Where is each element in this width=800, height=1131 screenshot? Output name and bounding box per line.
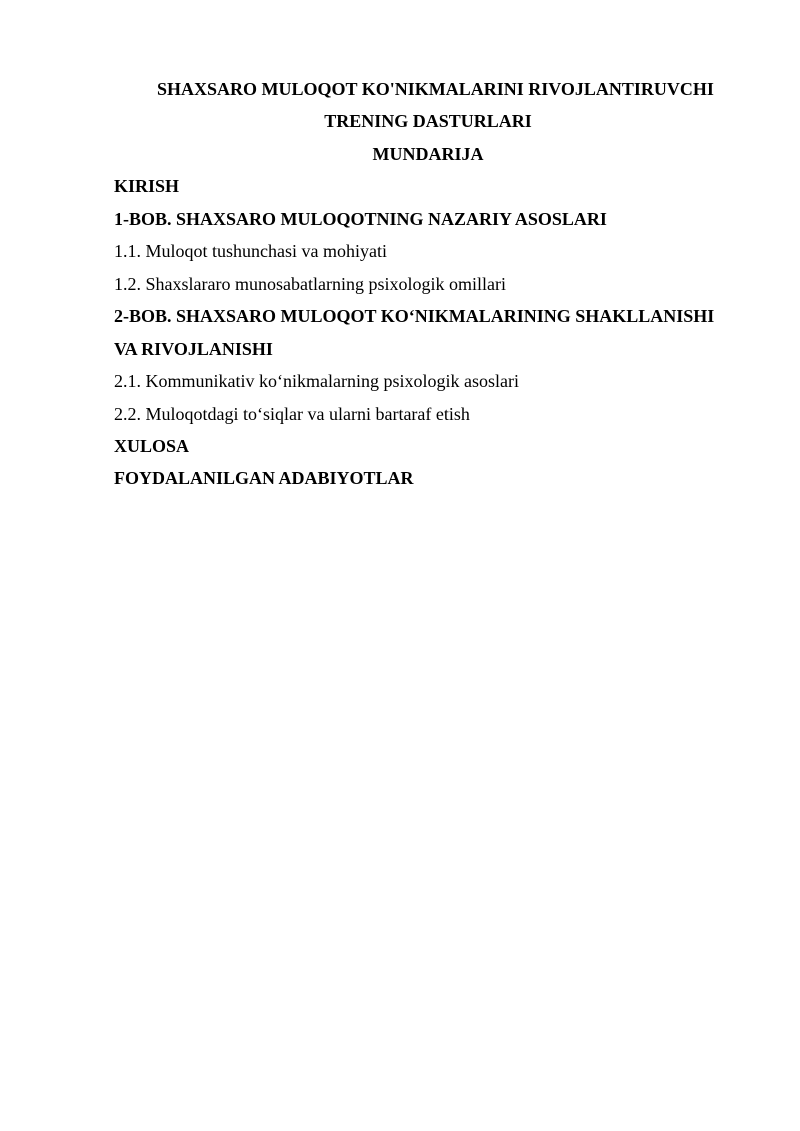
document-title-line-1: SHAXSARO MULOQOT KO'NIKMALARINI RIVOJLANTIRUVCHI — [157, 79, 714, 99]
toc-entry-section-2-2: 2.2. Muloqotdagi to‘siqlar va ularni bartaraf etish — [114, 404, 470, 424]
document-title-line-2: TRENING DASTURLARI — [324, 111, 532, 131]
toc-entry-section-1-1: 1.1. Muloqot tushunchasi va mohiyati — [114, 241, 387, 261]
toc-heading: MUNDARIJA — [372, 144, 484, 164]
toc-entry-conclusion: XULOSA — [114, 436, 190, 456]
toc-entry-references: FOYDALANILGAN ADABIYOTLAR — [114, 468, 414, 488]
toc-entry-chapter-1: 1-BOB. SHAXSARO MULOQOTNING NAZARIY ASOSLARI — [114, 209, 607, 229]
toc-entry-introduction: KIRISH — [114, 176, 180, 196]
toc-entry-chapter-2-continued: VA RIVOJLANISHI — [114, 339, 273, 359]
toc-entry-section-2-1: 2.1. Kommunikativ ko‘nikmalarning psixologik asoslari — [114, 371, 519, 391]
toc-entry-chapter-2: 2-BOB. SHAXSARO MULOQOT KO‘NIKMALARINING SHAKLLANISHI — [114, 306, 715, 326]
toc-entry-section-1-2: 1.2. Shaxslararo munosabatlarning psixologik omillari — [114, 274, 506, 294]
